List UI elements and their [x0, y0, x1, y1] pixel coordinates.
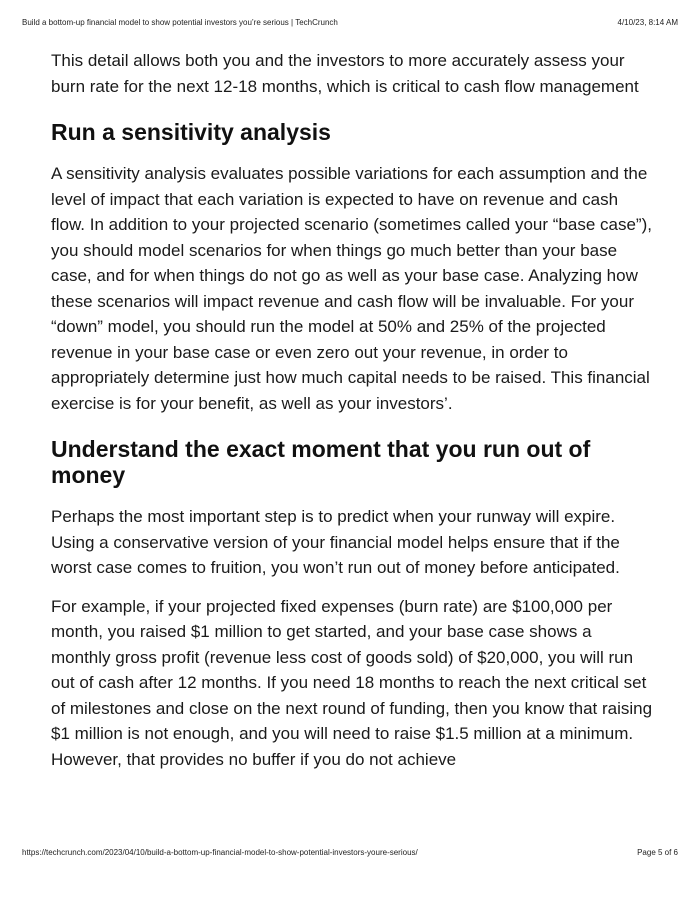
intro-paragraph: This detail allows both you and the investors to more accurately assess your burn rate for the next 12-18 months, which is critical to cash flow management [51, 51, 639, 96]
print-header [22, 18, 678, 32]
print-footer [22, 848, 678, 862]
section-heading-runway: Understand the exact moment that you run out of money [51, 436, 591, 488]
page-title: Build a bottom-up financial model to show potential investors you’re serious | TechCrunch [22, 18, 338, 27]
article-body [51, 48, 653, 785]
sensitivity-paragraph: A sensitivity analysis evaluates possible variations for each assumption and the level of impact that each variation is expected to have on revenue and cash flow. In addition to your projected scenario (sometimes called your “base case”), you should model scenarios for when things go much better than your base case, and for when things do not go as well as your base case. Analyzing how these scenarios will impact revenue and cash flow will be invaluable. For your “down” model, you should run the model at 50% and 25% of the projected revenue in your base case or even zero out your revenue, in order to appropriately determine just how much capital needs to be raised. This financial exercise is for your benefit, as well as your investors’. [51, 164, 652, 413]
runway-paragraph-1: Perhaps the most important step is to predict when your runway will expire. Using a conservative version of your financial model helps ensure that if the worst case comes to fruition, you won’t run out of money before anticipated. [51, 507, 620, 577]
runway-paragraph-2: For example, if your projected fixed expenses (burn rate) are $100,000 per month, you raised $1 million to get started, and your base case shows a monthly gross profit (revenue less cost of goods sold) of $20,000, you will run out of cash after 12 months. If you need 18 months to reach the next critical set of milestones and close on the next round of funding, then you know that raising $1 million is not enough, and you will need to raise $1.5 million at a minimum. However, that provides no buffer if you do not achieve [51, 596, 653, 769]
print-datetime: 4/10/23, 8:14 AM [617, 18, 678, 27]
page-number: Page 5 of 6 [637, 848, 678, 857]
section-heading-sensitivity: Run a sensitivity analysis [51, 119, 331, 145]
page-url: https://techcrunch.com/2023/04/10/build-a-bottom-up-financial-model-to-show-potential-investors-youre-serious/ [22, 848, 418, 857]
